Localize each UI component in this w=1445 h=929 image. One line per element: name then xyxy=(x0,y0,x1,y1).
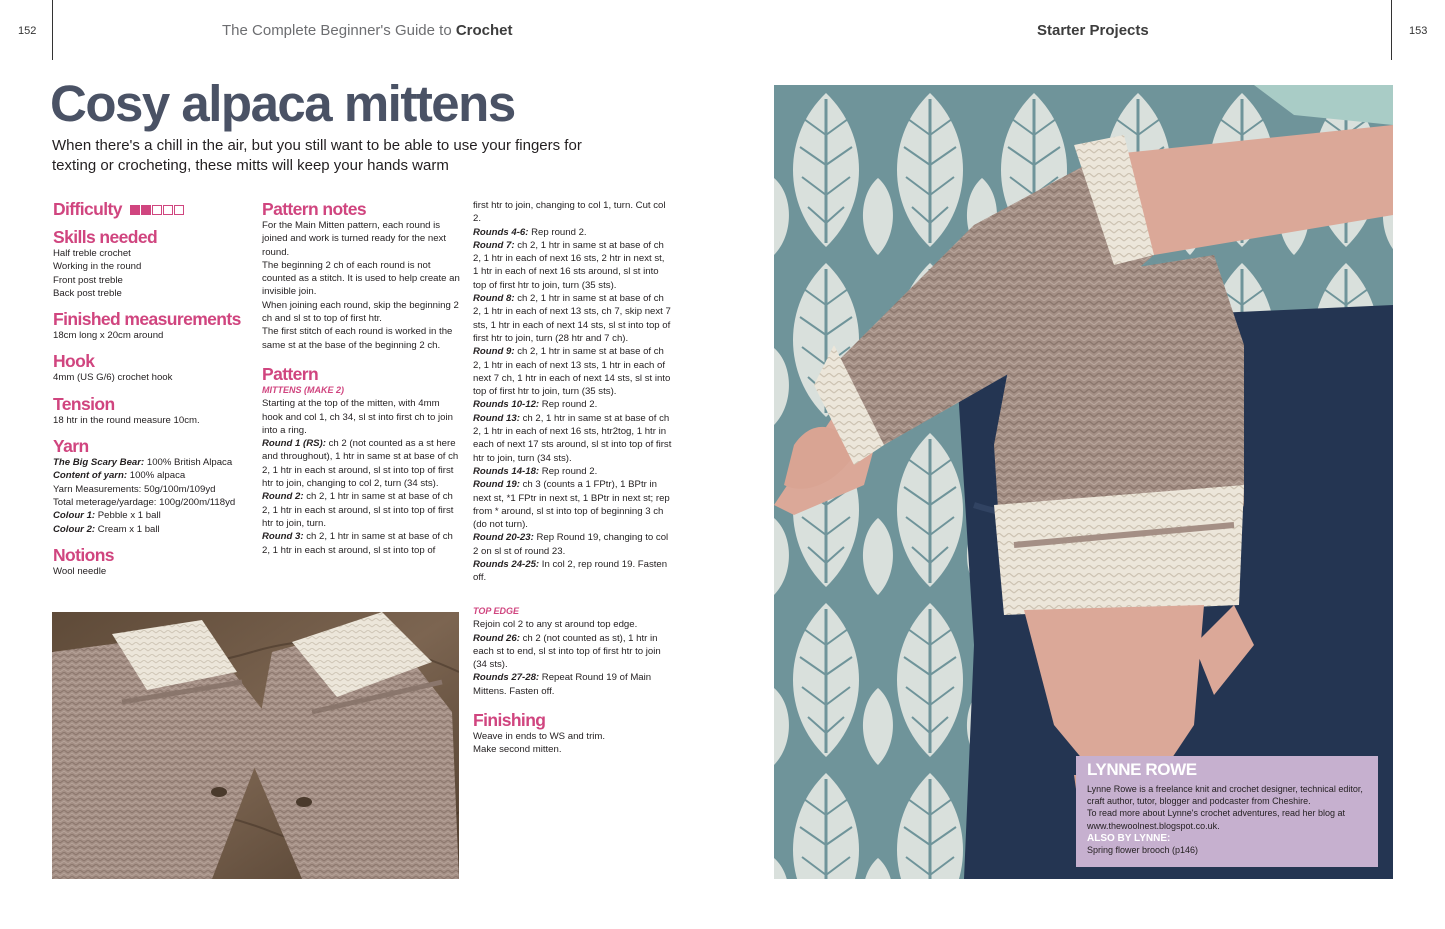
yarn-heading: Yarn xyxy=(53,436,89,457)
pattern-heading: Pattern xyxy=(262,363,319,384)
author-bio-box xyxy=(1076,756,1378,867)
difficulty-box-empty xyxy=(174,205,184,215)
rounds-4-6: Rounds 4-6: Rep round 2. xyxy=(473,226,587,238)
pattern-subheading: MITTENS (MAKE 2) xyxy=(262,384,344,395)
article-title: Cosy alpaca mittens xyxy=(50,75,515,132)
right-page-number: 153 xyxy=(1409,25,1428,37)
rounds-27-28: Rounds 27-28: Repeat Round 19 of Main Mittens. Fasten off. xyxy=(473,672,652,697)
hook-heading: Hook xyxy=(53,351,95,372)
difficulty-box-filled xyxy=(130,205,140,215)
difficulty-heading: Difficulty xyxy=(53,199,253,219)
colour-1: Colour 1: Pebble x 1 ball xyxy=(53,510,161,522)
column-1 xyxy=(53,199,253,578)
difficulty-box-empty xyxy=(152,205,162,215)
pattern-note: For the Main Mitten pattern, each round is joined and work is turned ready for the next round. xyxy=(262,220,446,258)
round-13: Round 13: ch 2, 1 htr in same st at base of ch 2, 1 htr in each of next 16 sts, htr2tog, 1 htr in each of next 17 sts around, sl st into top of first htr to join, turn (34 sts). xyxy=(473,412,672,464)
mittens-flat-illustration xyxy=(52,612,459,879)
skill-item: Front post treble xyxy=(53,274,123,286)
difficulty-rating xyxy=(129,199,184,219)
finishing-line: Weave in ends to WS and trim. xyxy=(473,731,606,743)
hook-text: 4mm (US G/6) crochet hook xyxy=(53,372,173,384)
round-8: Round 8: ch 2, 1 htr in same st at base of ch 2, 1 htr in each of next 13 sts, ch 7, skip next 7 sts, 1 htr in each of next 14 sts, sl st into top of first htr to join, turn (28 htr and 7 ch). xyxy=(473,293,671,344)
column-2 xyxy=(262,199,461,557)
round-26: Round 26: ch 2 (not counted as st), 1 htr in each st to end, sl st into top of first htr to join (34 sts). xyxy=(473,632,661,671)
skill-item: Half treble crochet xyxy=(53,248,131,259)
finished-text: 18cm long x 20cm around xyxy=(53,330,164,342)
book-title-bold: Crochet xyxy=(455,22,513,39)
round-7: Round 7: ch 2, 1 htr in same st at base of ch 2, 1 htr in each of next 16 sts, 2 htr in next st, 1 htr in each of next 16 sts around, sl st into top of first htr to join, turn (35 sts). xyxy=(473,239,665,291)
round-3-continued: first htr to join, changing to col 1, turn. Cut col 2. xyxy=(473,200,666,225)
notions-heading: Notions xyxy=(53,544,114,565)
rounds-20-23: Round 20-23: Rep Round 19, changing to col 2 on sl st of round 23. xyxy=(473,532,669,557)
pattern-notes-heading: Pattern notes xyxy=(262,199,367,219)
yarn-content: Content of yarn: 100% alpaca xyxy=(53,470,186,482)
top-edge-subheading: TOP EDGE xyxy=(473,606,520,616)
round-3: Round 3: ch 2, 1 htr in same st at base of ch 2, 1 htr in each st around, sl st into top of xyxy=(262,531,453,556)
pattern-note: The beginning 2 ch of each round is not counted as a stitch. It is used to help create an invisible join. xyxy=(262,259,460,298)
round-19: Round 19: ch 3 (counts a 1 FPtr), 1 BPtr in next st, *1 FPtr in next st, 1 BPtr in next st; rep from * around, sl st into top of beginning 3 ch (do not turn). xyxy=(473,479,670,531)
column-3-lower xyxy=(473,605,672,757)
left-header-rule xyxy=(52,0,53,60)
skill-item: Working in the round xyxy=(53,261,142,273)
difficulty-box-empty xyxy=(163,205,173,215)
skill-item: Back post treble xyxy=(53,287,122,299)
round-2: Round 2: ch 2, 1 htr in same st at base of ch 2, 1 htr in each st around, sl st into top of first htr to join, turn. xyxy=(262,491,454,529)
author-bio-text: Lynne Rowe is a freelance knit and crochet designer, technical editor, craft author, tutor, blogger and podcaster from Cheshire. xyxy=(1087,784,1363,807)
right-header-rule xyxy=(1391,0,1392,60)
pattern-note: The first stitch of each round is worked in the same st at the base of the beginning 2 ch. xyxy=(262,326,453,351)
difficulty-box-filled xyxy=(141,205,151,215)
rounds-24-25: Rounds 24-25: In col 2, rep round 19. Fasten off. xyxy=(473,559,668,584)
section-title: Starter Projects xyxy=(1037,22,1149,39)
standfirst: When there's a chill in the air, but you still want to be able to use your fingers for texting or crocheting, these mitts will keep your hands warm xyxy=(52,137,582,174)
also-by-heading: ALSO BY LYNNE: xyxy=(1087,832,1171,844)
author-blog-text: To read more about Lynne's crochet adventures, read her blog at www.thewoolnest.blogspot.co.uk. xyxy=(1087,808,1346,831)
rounds-14-18: Rounds 14-18: Rep round 2. xyxy=(473,465,598,477)
finished-heading: Finished measurements xyxy=(53,309,241,330)
yarn-measurements: Yarn Measurements: 50g/100m/109yd xyxy=(53,483,216,495)
yarn-total: Total meterage/yardage: 100g/200m/118yd xyxy=(53,496,236,508)
column-3 xyxy=(473,199,672,585)
finishing-heading: Finishing xyxy=(473,710,546,731)
left-page-number: 152 xyxy=(18,25,37,37)
top-edge-intro: Rejoin col 2 to any st around top edge. xyxy=(473,619,638,631)
mittens-flat-photo xyxy=(52,612,459,879)
tension-text: 18 htr in the round measure 10cm. xyxy=(53,414,200,426)
pattern-intro: Starting at the top of the mitten, with 4mm hook and col 1, ch 34, sl st into first ch to join into a ring. xyxy=(262,398,453,436)
round-9: Round 9: ch 2, 1 htr in same st at base of ch 2, 1 htr in each of next 13 sts, 1 htr in each of next 7 ch, 1 htr in each of next 14 sts, sl st into top of first htr to join, turn (35 sts). xyxy=(473,346,671,398)
also-by-text: Spring flower brooch (p146) xyxy=(1087,844,1199,855)
book-title-prefix: The Complete Beginner's Guide to xyxy=(222,22,456,39)
skills-heading: Skills needed xyxy=(53,227,158,247)
yarn-brand: The Big Scary Bear: 100% British Alpaca xyxy=(53,457,233,469)
book-title xyxy=(222,22,513,39)
tension-heading: Tension xyxy=(53,393,115,414)
rounds-10-12: Rounds 10-12: Rep round 2. xyxy=(473,399,598,411)
notions-text: Wool needle xyxy=(53,565,107,577)
finishing-line: Make second mitten. xyxy=(473,744,562,756)
author-name: LYNNE ROWE xyxy=(1087,760,1197,779)
round-1: Round 1 (RS): ch 2 (not counted as a st here and throughout), 1 htr in same st at base of ch 2, 1 htr in each st around, sl st into top of first htr to join, changing to col 2, turn (34 sts). xyxy=(262,438,459,490)
pattern-note: When joining each round, skip the beginning 2 ch and sl st to top of first htr. xyxy=(262,299,459,325)
colour-2: Colour 2: Cream x 1 ball xyxy=(53,523,160,535)
